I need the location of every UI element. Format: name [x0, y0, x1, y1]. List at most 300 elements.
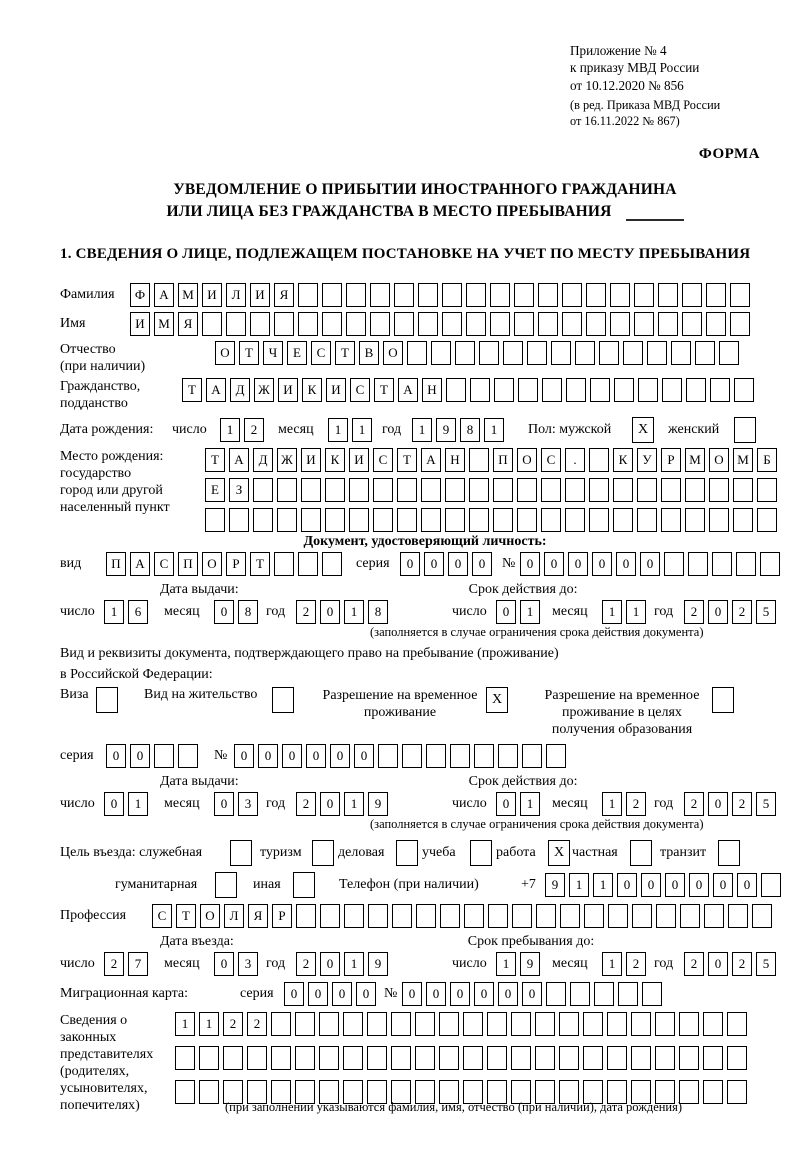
profession-cells-19[interactable] — [608, 904, 628, 928]
residence-doc-number-cells-8[interactable] — [426, 744, 446, 768]
profession-cells-11[interactable] — [416, 904, 436, 928]
doc-type-cells-5[interactable]: Р — [226, 552, 246, 576]
doc-issue-year-cells-2[interactable]: 1 — [344, 600, 364, 624]
phone-cells-2[interactable]: 1 — [593, 873, 613, 897]
surname-cells-24[interactable] — [706, 283, 726, 307]
firstname-cells-1[interactable]: М — [154, 312, 174, 336]
citizenship-cells-9[interactable]: А — [398, 378, 418, 402]
legal-representatives-cells-row1-11[interactable] — [439, 1012, 459, 1036]
temp-residence-edu-checkbox[interactable] — [712, 687, 734, 713]
citizenship-cells-7[interactable]: С — [350, 378, 370, 402]
birthplace-cells-row2-3[interactable] — [277, 478, 297, 502]
surname-cells-1[interactable]: А — [154, 283, 174, 307]
patronymic-cells-14[interactable] — [551, 341, 571, 365]
birthplace-cells-row3-9[interactable] — [421, 508, 441, 532]
firstname-cells-3[interactable] — [202, 312, 222, 336]
birthplace-cells-row2-4[interactable] — [301, 478, 321, 502]
citizenship-cells-16[interactable] — [566, 378, 586, 402]
birthplace-cells-row1-12[interactable]: П — [493, 448, 513, 472]
legal-representatives-cells-row1-20[interactable] — [655, 1012, 675, 1036]
birthplace-cells-row2-16[interactable] — [589, 478, 609, 502]
citizenship-cells-21[interactable] — [686, 378, 706, 402]
entry-year-cells-2[interactable]: 1 — [344, 952, 364, 976]
legal-representatives-cells-row1-21[interactable] — [679, 1012, 699, 1036]
migration-card-series-cells-3[interactable]: 0 — [356, 982, 376, 1006]
legal-representatives-cells-row3-23[interactable] — [727, 1080, 747, 1104]
citizenship-cells-18[interactable] — [614, 378, 634, 402]
stay-year-cells-1[interactable]: 0 — [708, 952, 728, 976]
citizenship-cells-1[interactable]: А — [206, 378, 226, 402]
citizenship-cells-19[interactable] — [638, 378, 658, 402]
doc-number-cells-2[interactable]: 0 — [568, 552, 588, 576]
birthplace-cells-row2-18[interactable] — [637, 478, 657, 502]
birth-year-cells-2[interactable]: 8 — [460, 418, 480, 442]
stay-month-cells-1[interactable]: 2 — [626, 952, 646, 976]
birthplace-cells-row3-2[interactable] — [253, 508, 273, 532]
doc-number-cells-6[interactable] — [664, 552, 684, 576]
birthplace-cells-row2-7[interactable] — [373, 478, 393, 502]
doc-series-cells-1[interactable]: 0 — [424, 552, 444, 576]
patronymic-cells-13[interactable] — [527, 341, 547, 365]
birthplace-cells-row3-7[interactable] — [373, 508, 393, 532]
legal-representatives-cells-row3-1[interactable] — [199, 1080, 219, 1104]
entry-day-cells-0[interactable]: 2 — [104, 952, 124, 976]
patronymic-cells-17[interactable] — [623, 341, 643, 365]
doc-type-cells-9[interactable] — [322, 552, 342, 576]
birth-day-cells-0[interactable]: 1 — [220, 418, 240, 442]
legal-representatives-cells-row1-7[interactable] — [343, 1012, 363, 1036]
legal-representatives-cells-row1-10[interactable] — [415, 1012, 435, 1036]
legal-representatives-cells-row1-0[interactable]: 1 — [175, 1012, 195, 1036]
patronymic-cells-0[interactable]: О — [215, 341, 235, 365]
legal-representatives-cells-row2-7[interactable] — [343, 1046, 363, 1070]
legal-representatives-cells-row2-14[interactable] — [511, 1046, 531, 1070]
citizenship-cells-20[interactable] — [662, 378, 682, 402]
residence-doc-number-cells-10[interactable] — [474, 744, 494, 768]
doc-series-cells-0[interactable]: 0 — [400, 552, 420, 576]
birth-month-cells-1[interactable]: 1 — [352, 418, 372, 442]
firstname-cells-10[interactable] — [370, 312, 390, 336]
residence-valid-year-cells-3[interactable]: 5 — [756, 792, 776, 816]
profession-cells-23[interactable] — [704, 904, 724, 928]
birthplace-cells-row2-22[interactable] — [733, 478, 753, 502]
patronymic-cells-20[interactable] — [695, 341, 715, 365]
legal-representatives-cells-row1-8[interactable] — [367, 1012, 387, 1036]
birth-year-cells-3[interactable]: 1 — [484, 418, 504, 442]
residence-issue-day-cells-0[interactable]: 0 — [104, 792, 124, 816]
legal-representatives-cells-row2-12[interactable] — [463, 1046, 483, 1070]
patronymic-cells-9[interactable] — [431, 341, 451, 365]
doc-issue-day-cells-1[interactable]: 6 — [128, 600, 148, 624]
citizenship-cells-11[interactable] — [446, 378, 466, 402]
birthplace-cells-row2-17[interactable] — [613, 478, 633, 502]
legal-representatives-cells-row2-20[interactable] — [655, 1046, 675, 1070]
patronymic-cells-11[interactable] — [479, 341, 499, 365]
migration-card-number-cells-9[interactable] — [618, 982, 638, 1006]
surname-cells-6[interactable]: Я — [274, 283, 294, 307]
legal-representatives-cells-row2-10[interactable] — [415, 1046, 435, 1070]
stay-month-cells-0[interactable]: 1 — [602, 952, 622, 976]
birthplace-cells-row1-16[interactable] — [589, 448, 609, 472]
doc-valid-day-cells-0[interactable]: 0 — [496, 600, 516, 624]
residence-doc-number-cells-6[interactable] — [378, 744, 398, 768]
citizenship-cells-15[interactable] — [542, 378, 562, 402]
profession-cells-6[interactable] — [296, 904, 316, 928]
firstname-cells-6[interactable] — [274, 312, 294, 336]
firstname-cells-18[interactable] — [562, 312, 582, 336]
doc-valid-year-cells-1[interactable]: 0 — [708, 600, 728, 624]
birthplace-cells-row2-6[interactable] — [349, 478, 369, 502]
birthplace-cells-row3-17[interactable] — [613, 508, 633, 532]
patronymic-cells-19[interactable] — [671, 341, 691, 365]
birthplace-cells-row3-19[interactable] — [661, 508, 681, 532]
legal-representatives-cells-row2-2[interactable] — [223, 1046, 243, 1070]
citizenship-cells-13[interactable] — [494, 378, 514, 402]
phone-cells-1[interactable]: 1 — [569, 873, 589, 897]
firstname-cells-16[interactable] — [514, 312, 534, 336]
legal-representatives-cells-row2-6[interactable] — [319, 1046, 339, 1070]
residence-doc-number-cells-2[interactable]: 0 — [282, 744, 302, 768]
purpose-work-checkbox[interactable]: X — [548, 840, 570, 866]
residence-issue-month-cells-0[interactable]: 0 — [214, 792, 234, 816]
surname-cells-21[interactable] — [634, 283, 654, 307]
visa-checkbox[interactable] — [96, 687, 118, 713]
firstname-cells-11[interactable] — [394, 312, 414, 336]
doc-type-cells-3[interactable]: П — [178, 552, 198, 576]
residence-doc-number-cells-5[interactable]: 0 — [354, 744, 374, 768]
birthplace-cells-row1-21[interactable]: О — [709, 448, 729, 472]
profession-cells-2[interactable]: О — [200, 904, 220, 928]
doc-valid-month-cells-1[interactable]: 1 — [626, 600, 646, 624]
legal-representatives-cells-row2-4[interactable] — [271, 1046, 291, 1070]
doc-valid-year-cells-0[interactable]: 2 — [684, 600, 704, 624]
migration-card-number-cells-5[interactable]: 0 — [522, 982, 542, 1006]
birthplace-cells-row1-4[interactable]: И — [301, 448, 321, 472]
legal-representatives-cells-row3-0[interactable] — [175, 1080, 195, 1104]
profession-cells-9[interactable] — [368, 904, 388, 928]
doc-type-cells-0[interactable]: П — [106, 552, 126, 576]
sex-female-checkbox[interactable] — [734, 417, 756, 443]
legal-representatives-cells-row2-18[interactable] — [607, 1046, 627, 1070]
surname-cells-8[interactable] — [322, 283, 342, 307]
doc-number-cells-3[interactable]: 0 — [592, 552, 612, 576]
residence-doc-number-cells-11[interactable] — [498, 744, 518, 768]
legal-representatives-cells-row1-3[interactable]: 2 — [247, 1012, 267, 1036]
birthplace-cells-row3-8[interactable] — [397, 508, 417, 532]
residence-doc-number-cells-4[interactable]: 0 — [330, 744, 350, 768]
profession-cells-12[interactable] — [440, 904, 460, 928]
doc-valid-month-cells-0[interactable]: 1 — [602, 600, 622, 624]
birthplace-cells-row1-18[interactable]: У — [637, 448, 657, 472]
phone-cells-5[interactable]: 0 — [665, 873, 685, 897]
migration-card-series-cells-0[interactable]: 0 — [284, 982, 304, 1006]
residence-doc-number-cells-7[interactable] — [402, 744, 422, 768]
migration-card-number-cells-3[interactable]: 0 — [474, 982, 494, 1006]
profession-cells-3[interactable]: Л — [224, 904, 244, 928]
residence-issue-year-cells-3[interactable]: 9 — [368, 792, 388, 816]
migration-card-series-cells-1[interactable]: 0 — [308, 982, 328, 1006]
legal-representatives-cells-row1-16[interactable] — [559, 1012, 579, 1036]
birthplace-cells-row3-5[interactable] — [325, 508, 345, 532]
citizenship-cells-14[interactable] — [518, 378, 538, 402]
profession-cells-21[interactable] — [656, 904, 676, 928]
citizenship-cells-22[interactable] — [710, 378, 730, 402]
surname-cells-16[interactable] — [514, 283, 534, 307]
profession-cells-25[interactable] — [752, 904, 772, 928]
birthplace-cells-row1-8[interactable]: Т — [397, 448, 417, 472]
birthplace-cells-row1-2[interactable]: Д — [253, 448, 273, 472]
patronymic-cells-10[interactable] — [455, 341, 475, 365]
birthplace-cells-row3-11[interactable] — [469, 508, 489, 532]
birthplace-cells-row1-10[interactable]: Н — [445, 448, 465, 472]
doc-series-cells-2[interactable]: 0 — [448, 552, 468, 576]
doc-issue-month-cells-1[interactable]: 8 — [238, 600, 258, 624]
birthplace-cells-row1-5[interactable]: К — [325, 448, 345, 472]
citizenship-cells-3[interactable]: Ж — [254, 378, 274, 402]
residence-doc-number-cells-12[interactable] — [522, 744, 542, 768]
doc-number-cells-0[interactable]: 0 — [520, 552, 540, 576]
doc-series-cells-3[interactable]: 0 — [472, 552, 492, 576]
legal-representatives-cells-row2-23[interactable] — [727, 1046, 747, 1070]
citizenship-cells-23[interactable] — [734, 378, 754, 402]
birthplace-cells-row2-21[interactable] — [709, 478, 729, 502]
birthplace-cells-row3-21[interactable] — [709, 508, 729, 532]
surname-cells-2[interactable]: М — [178, 283, 198, 307]
firstname-cells-12[interactable] — [418, 312, 438, 336]
birthplace-cells-row1-13[interactable]: О — [517, 448, 537, 472]
citizenship-cells-0[interactable]: Т — [182, 378, 202, 402]
birthplace-cells-row2-20[interactable] — [685, 478, 705, 502]
surname-cells-3[interactable]: И — [202, 283, 222, 307]
citizenship-cells-10[interactable]: Н — [422, 378, 442, 402]
citizenship-cells-4[interactable]: И — [278, 378, 298, 402]
doc-issue-day-cells-0[interactable]: 1 — [104, 600, 124, 624]
firstname-cells-0[interactable]: И — [130, 312, 150, 336]
legal-representatives-cells-row1-5[interactable] — [295, 1012, 315, 1036]
birthplace-cells-row1-6[interactable]: И — [349, 448, 369, 472]
birth-year-cells-1[interactable]: 9 — [436, 418, 456, 442]
entry-month-cells-0[interactable]: 0 — [214, 952, 234, 976]
residence-issue-day-cells-1[interactable]: 1 — [128, 792, 148, 816]
legal-representatives-cells-row2-5[interactable] — [295, 1046, 315, 1070]
legal-representatives-cells-row2-11[interactable] — [439, 1046, 459, 1070]
patronymic-cells-12[interactable] — [503, 341, 523, 365]
stay-year-cells-0[interactable]: 2 — [684, 952, 704, 976]
migration-card-number-cells-0[interactable]: 0 — [402, 982, 422, 1006]
residence-valid-year-cells-0[interactable]: 2 — [684, 792, 704, 816]
legal-representatives-cells-row1-19[interactable] — [631, 1012, 651, 1036]
residence-doc-number-cells-9[interactable] — [450, 744, 470, 768]
birthplace-cells-row2-0[interactable]: Е — [205, 478, 225, 502]
birthplace-cells-row2-5[interactable] — [325, 478, 345, 502]
entry-year-cells-1[interactable]: 0 — [320, 952, 340, 976]
doc-type-cells-8[interactable] — [298, 552, 318, 576]
legal-representatives-cells-row2-0[interactable] — [175, 1046, 195, 1070]
migration-card-number-cells-6[interactable] — [546, 982, 566, 1006]
migration-card-number-cells-1[interactable]: 0 — [426, 982, 446, 1006]
surname-cells-5[interactable]: И — [250, 283, 270, 307]
firstname-cells-17[interactable] — [538, 312, 558, 336]
profession-cells-7[interactable] — [320, 904, 340, 928]
phone-cells-7[interactable]: 0 — [713, 873, 733, 897]
birthplace-cells-row1-23[interactable]: Б — [757, 448, 777, 472]
firstname-cells-9[interactable] — [346, 312, 366, 336]
residence-doc-number-cells-1[interactable]: 0 — [258, 744, 278, 768]
birthplace-cells-row1-1[interactable]: А — [229, 448, 249, 472]
profession-cells-22[interactable] — [680, 904, 700, 928]
migration-card-number-cells-2[interactable]: 0 — [450, 982, 470, 1006]
birthplace-cells-row2-23[interactable] — [757, 478, 777, 502]
profession-cells-24[interactable] — [728, 904, 748, 928]
patronymic-cells-7[interactable]: О — [383, 341, 403, 365]
doc-number-cells-7[interactable] — [688, 552, 708, 576]
patronymic-cells-15[interactable] — [575, 341, 595, 365]
birthplace-cells-row2-9[interactable] — [421, 478, 441, 502]
birth-day-cells-1[interactable]: 2 — [244, 418, 264, 442]
birthplace-cells-row3-20[interactable] — [685, 508, 705, 532]
birthplace-cells-row2-1[interactable]: З — [229, 478, 249, 502]
surname-cells-0[interactable]: Ф — [130, 283, 150, 307]
birthplace-cells-row2-19[interactable] — [661, 478, 681, 502]
purpose-study-checkbox[interactable] — [470, 840, 492, 866]
surname-cells-20[interactable] — [610, 283, 630, 307]
residence-valid-year-cells-1[interactable]: 0 — [708, 792, 728, 816]
firstname-cells-19[interactable] — [586, 312, 606, 336]
doc-issue-year-cells-1[interactable]: 0 — [320, 600, 340, 624]
legal-representatives-cells-row2-16[interactable] — [559, 1046, 579, 1070]
birthplace-cells-row1-0[interactable]: Т — [205, 448, 225, 472]
birthplace-cells-row3-0[interactable] — [205, 508, 225, 532]
legal-representatives-cells-row1-13[interactable] — [487, 1012, 507, 1036]
surname-cells-23[interactable] — [682, 283, 702, 307]
doc-valid-year-cells-3[interactable]: 5 — [756, 600, 776, 624]
residence-valid-day-cells-1[interactable]: 1 — [520, 792, 540, 816]
migration-card-number-cells-8[interactable] — [594, 982, 614, 1006]
surname-cells-7[interactable] — [298, 283, 318, 307]
residence-permit-checkbox[interactable] — [272, 687, 294, 713]
birthplace-cells-row3-14[interactable] — [541, 508, 561, 532]
firstname-cells-21[interactable] — [634, 312, 654, 336]
legal-representatives-cells-row2-8[interactable] — [367, 1046, 387, 1070]
birthplace-cells-row1-20[interactable]: М — [685, 448, 705, 472]
firstname-cells-8[interactable] — [322, 312, 342, 336]
surname-cells-14[interactable] — [466, 283, 486, 307]
citizenship-cells-8[interactable]: Т — [374, 378, 394, 402]
legal-representatives-cells-row1-9[interactable] — [391, 1012, 411, 1036]
birthplace-cells-row1-9[interactable]: А — [421, 448, 441, 472]
patronymic-cells-4[interactable]: С — [311, 341, 331, 365]
firstname-cells-20[interactable] — [610, 312, 630, 336]
patronymic-cells-16[interactable] — [599, 341, 619, 365]
migration-card-number-cells-4[interactable]: 0 — [498, 982, 518, 1006]
phone-cells-6[interactable]: 0 — [689, 873, 709, 897]
profession-cells-14[interactable] — [488, 904, 508, 928]
birthplace-cells-row1-7[interactable]: С — [373, 448, 393, 472]
temp-residence-checkbox[interactable]: X — [486, 687, 508, 713]
residence-valid-month-cells-1[interactable]: 2 — [626, 792, 646, 816]
firstname-cells-5[interactable] — [250, 312, 270, 336]
legal-representatives-cells-row1-22[interactable] — [703, 1012, 723, 1036]
legal-representatives-cells-row3-22[interactable] — [703, 1080, 723, 1104]
entry-month-cells-1[interactable]: 3 — [238, 952, 258, 976]
entry-year-cells-0[interactable]: 2 — [296, 952, 316, 976]
profession-cells-0[interactable]: С — [152, 904, 172, 928]
stay-day-cells-1[interactable]: 9 — [520, 952, 540, 976]
residence-doc-number-cells-0[interactable]: 0 — [234, 744, 254, 768]
birthplace-cells-row1-19[interactable]: Р — [661, 448, 681, 472]
doc-number-cells-4[interactable]: 0 — [616, 552, 636, 576]
migration-card-series-cells-2[interactable]: 0 — [332, 982, 352, 1006]
citizenship-cells-17[interactable] — [590, 378, 610, 402]
entry-year-cells-3[interactable]: 9 — [368, 952, 388, 976]
stay-day-cells-0[interactable]: 1 — [496, 952, 516, 976]
legal-representatives-cells-row1-12[interactable] — [463, 1012, 483, 1036]
patronymic-cells-5[interactable]: Т — [335, 341, 355, 365]
doc-issue-year-cells-3[interactable]: 8 — [368, 600, 388, 624]
residence-valid-year-cells-2[interactable]: 2 — [732, 792, 752, 816]
legal-representatives-cells-row2-9[interactable] — [391, 1046, 411, 1070]
surname-cells-25[interactable] — [730, 283, 750, 307]
phone-cells-0[interactable]: 9 — [545, 873, 565, 897]
birthplace-cells-row2-12[interactable] — [493, 478, 513, 502]
phone-cells-3[interactable]: 0 — [617, 873, 637, 897]
legal-representatives-cells-row2-15[interactable] — [535, 1046, 555, 1070]
purpose-other-checkbox[interactable] — [293, 872, 315, 898]
residence-valid-day-cells-0[interactable]: 0 — [496, 792, 516, 816]
surname-cells-15[interactable] — [490, 283, 510, 307]
birthplace-cells-row3-16[interactable] — [589, 508, 609, 532]
doc-type-cells-7[interactable] — [274, 552, 294, 576]
residence-doc-series-cells-2[interactable] — [154, 744, 174, 768]
doc-issue-month-cells-0[interactable]: 0 — [214, 600, 234, 624]
surname-cells-10[interactable] — [370, 283, 390, 307]
doc-valid-year-cells-2[interactable]: 2 — [732, 600, 752, 624]
legal-representatives-cells-row1-23[interactable] — [727, 1012, 747, 1036]
purpose-official-checkbox[interactable] — [230, 840, 252, 866]
birthplace-cells-row2-11[interactable] — [469, 478, 489, 502]
sex-male-checkbox[interactable]: X — [632, 417, 654, 443]
stay-year-cells-2[interactable]: 2 — [732, 952, 752, 976]
profession-cells-5[interactable]: Р — [272, 904, 292, 928]
purpose-transit-checkbox[interactable] — [718, 840, 740, 866]
citizenship-cells-6[interactable]: И — [326, 378, 346, 402]
birth-year-cells-0[interactable]: 1 — [412, 418, 432, 442]
birthplace-cells-row3-22[interactable] — [733, 508, 753, 532]
firstname-cells-22[interactable] — [658, 312, 678, 336]
legal-representatives-cells-row1-1[interactable]: 1 — [199, 1012, 219, 1036]
migration-card-number-cells-7[interactable] — [570, 982, 590, 1006]
surname-cells-9[interactable] — [346, 283, 366, 307]
birthplace-cells-row3-6[interactable] — [349, 508, 369, 532]
profession-cells-4[interactable]: Я — [248, 904, 268, 928]
birthplace-cells-row2-15[interactable] — [565, 478, 585, 502]
surname-cells-13[interactable] — [442, 283, 462, 307]
birthplace-cells-row3-1[interactable] — [229, 508, 249, 532]
legal-representatives-cells-row1-4[interactable] — [271, 1012, 291, 1036]
birthplace-cells-row2-10[interactable] — [445, 478, 465, 502]
purpose-private-checkbox[interactable] — [630, 840, 652, 866]
purpose-humanitarian-checkbox[interactable] — [215, 872, 237, 898]
doc-issue-year-cells-0[interactable]: 2 — [296, 600, 316, 624]
birth-month-cells-0[interactable]: 1 — [328, 418, 348, 442]
residence-doc-series-cells-0[interactable]: 0 — [106, 744, 126, 768]
residence-issue-year-cells-2[interactable]: 1 — [344, 792, 364, 816]
patronymic-cells-18[interactable] — [647, 341, 667, 365]
patronymic-cells-21[interactable] — [719, 341, 739, 365]
legal-representatives-cells-row1-17[interactable] — [583, 1012, 603, 1036]
entry-day-cells-1[interactable]: 7 — [128, 952, 148, 976]
citizenship-cells-5[interactable]: К — [302, 378, 322, 402]
